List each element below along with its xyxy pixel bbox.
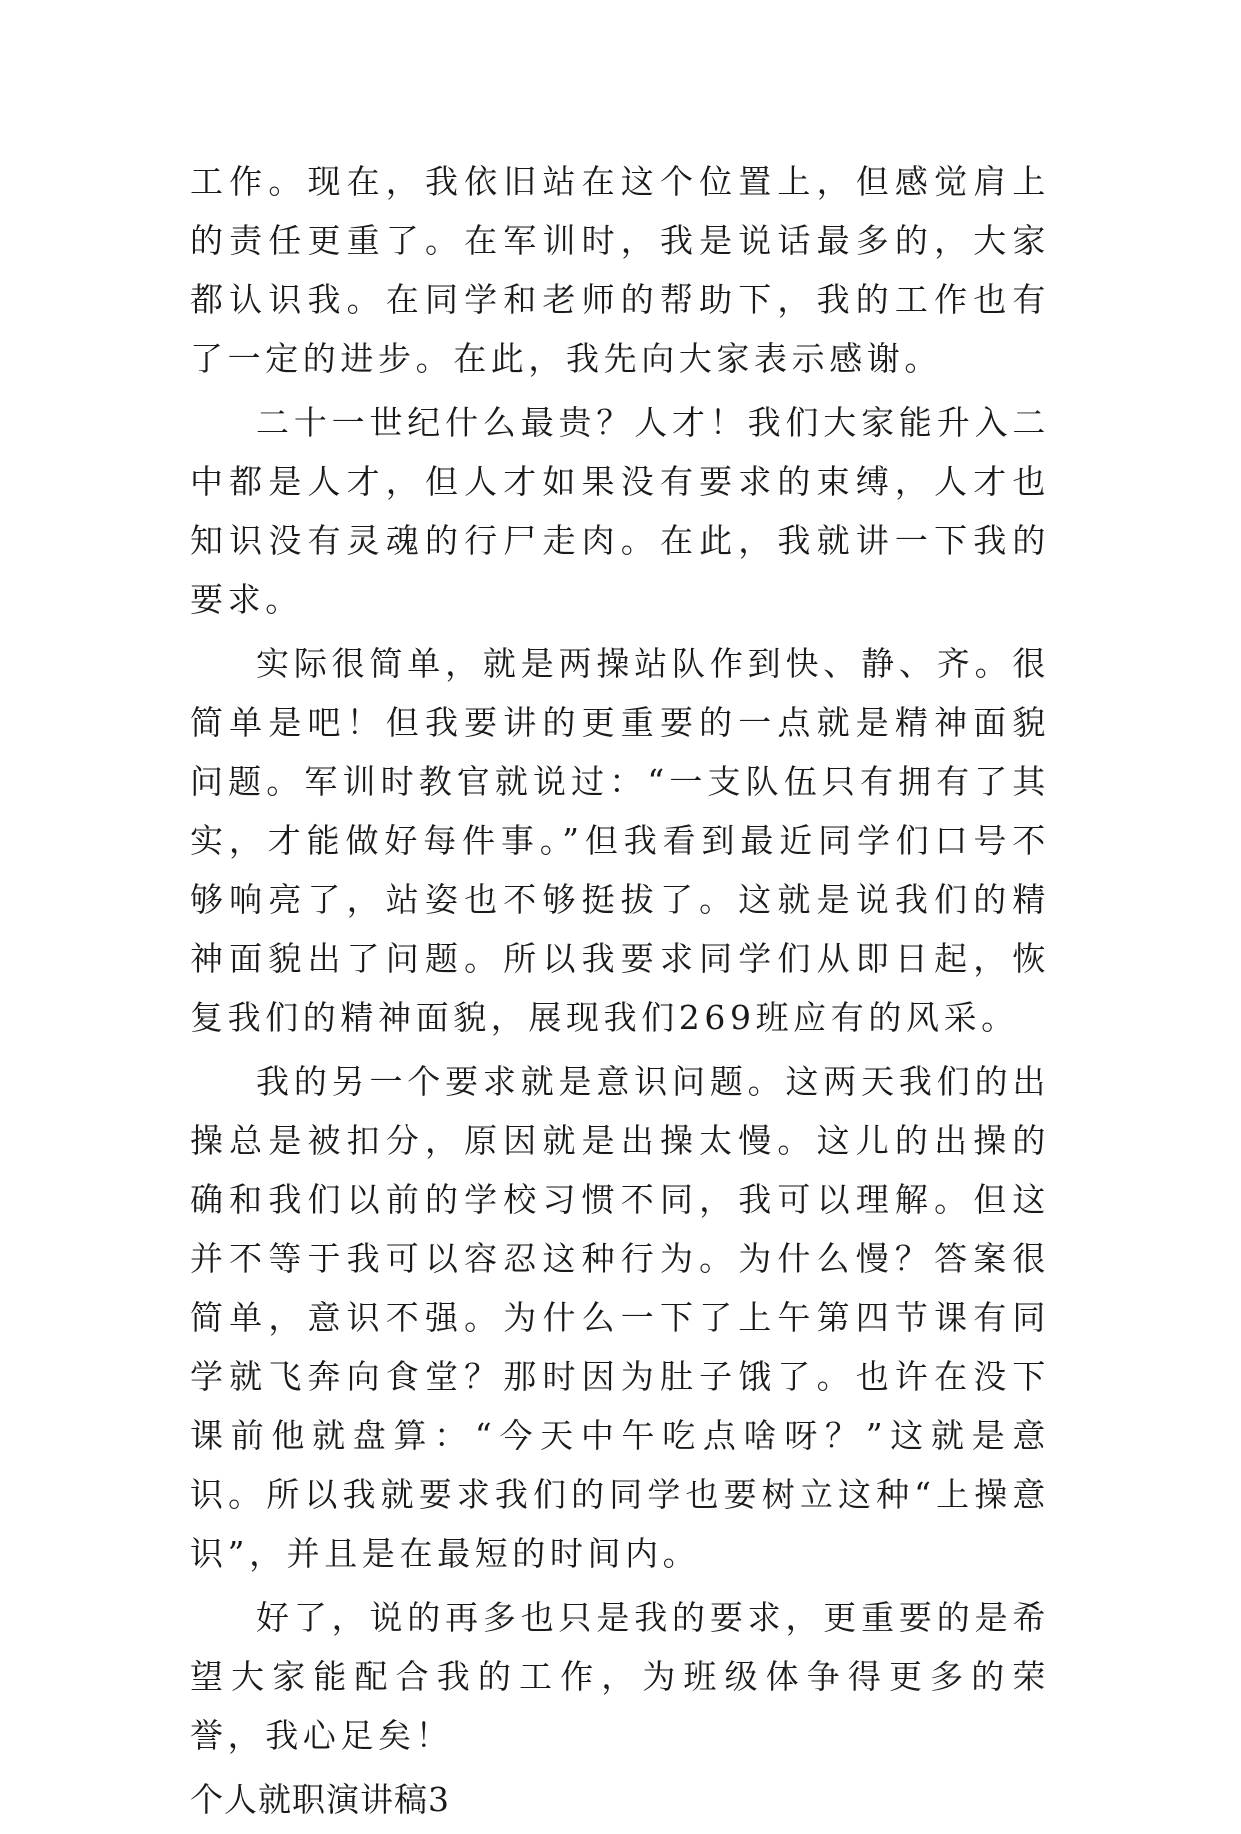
paragraph-closing: 好了，说的再多也只是我的要求，更重要的是希望大家能配合我的工作，为班级体争得更多的荣誉，我心足矣！ [190,1598,1050,1755]
paragraph-spirit: 实际很简单，就是两操站队作到快、静、齐。很简单是吧！但我要讲的更重要的一点就是精神面貌问题。军训时教官就说过：“一支队伍只有拥有了其实，才能做好每件事。”但我看到最近同学们口号不够响亮了，站姿也不够挺拔了。这就是说我们的精神面貌出了问题。所以我要求同学们从即日起，恢复我们的精神面貌，展现我们269班应有的风采。 [190,644,1050,1037]
section-heading: 个人就职演讲稿3 [190,1780,450,1819]
paragraph-talent: 二十一世纪什么最贵？人才！我们大家能升入二中都是人才，但人才如果没有要求的束缚，人才也知识没有灵魂的行尸走肉。在此，我就讲一下我的要求。 [190,403,1050,619]
paragraph-awareness: 我的另一个要求就是意识问题。这两天我们的出操总是被扣分，原因就是出操太慢。这儿的出操的确和我们以前的学校习惯不同，我可以理解。但这并不等于我可以容忍这种行为。为什么慢？答案很简单，意识不强。为什么一下了上午第四节课有同学就飞奔向食堂？那时因为肚子饿了。也许在没下课前他就盘算：“今天中午吃点啥呀？”这就是意识。所以我就要求我们的同学也要树立这种“上操意识”，并且是在最短的时间内。 [190,1062,1050,1573]
paragraph-continuation: 工作。现在，我依旧站在这个位置上，但感觉肩上的责任更重了。在军训时，我是说话最多的，大家都认识我。在同学和老师的帮助下，我的工作也有了一定的进步。在此，我先向大家表示感谢。 [190,162,1050,378]
document-body [190,152,1050,1834]
